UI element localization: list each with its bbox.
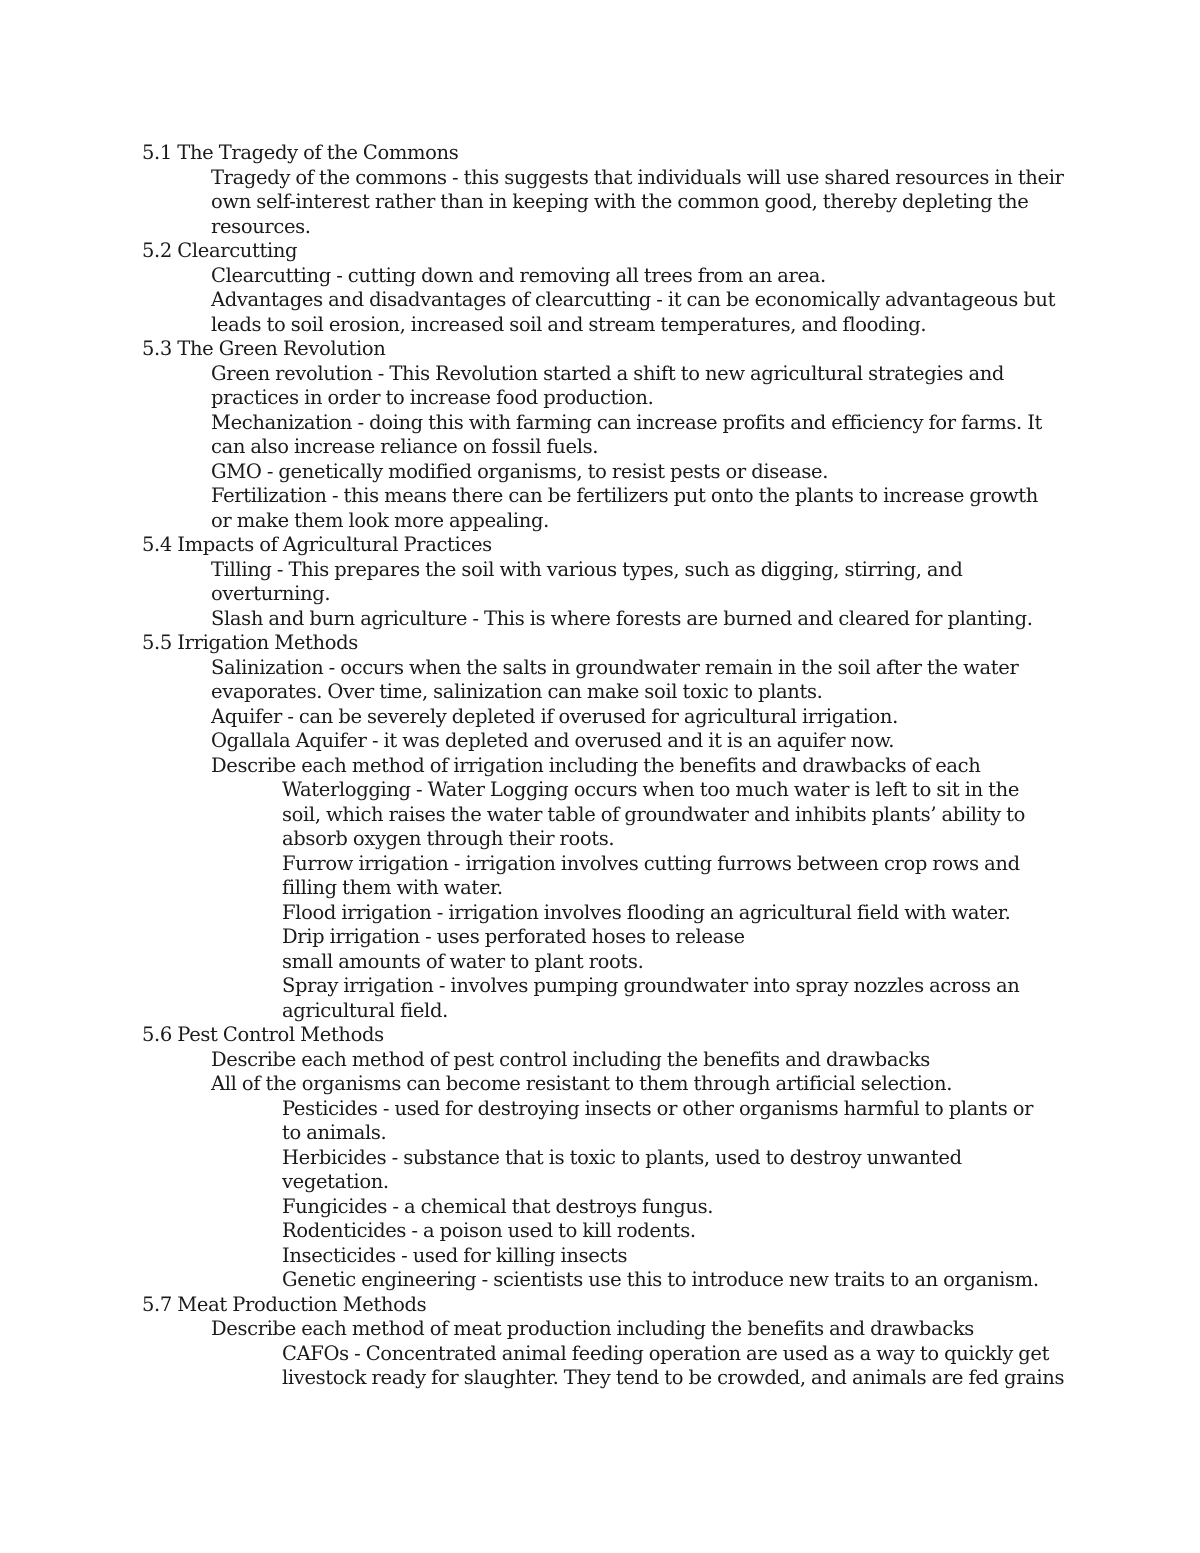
topic-line: Tragedy of the commons - this suggests that individuals will use shared resources in their xyxy=(211,165,1064,189)
topic-line: practices in order to increase food production. xyxy=(211,386,654,409)
topic-line: All of the organisms can become resistant to them through artificial selection. xyxy=(211,1072,953,1095)
subtopic-line: Furrow irrigation - irrigation involves cutting furrows between crop rows and xyxy=(282,851,1020,875)
subtopic-line: Insecticides - used for killing insects xyxy=(282,1243,628,1267)
subtopic-line: soil, which raises the water table of groundwater and inhibits plants’ ability to xyxy=(282,802,1025,826)
topic-line: resources. xyxy=(211,214,311,238)
subtopic-line: to animals. xyxy=(282,1121,387,1144)
topic-line: Mechanization - doing this with farming can increase profits and efficiency for farms. It xyxy=(211,410,1043,434)
document-page xyxy=(0,141,1200,1391)
section-heading: 5.2 Clearcutting xyxy=(142,239,298,262)
topic-line: Ogallala Aquifer - it was depleted and overused and it is an aquifer now. xyxy=(211,729,895,752)
subtopic-line: Fungicides - a chemical that destroys fungus. xyxy=(282,1194,714,1218)
subtopic-line: livestock ready for slaughter. They tend to be crowded, and animals are fed grains xyxy=(282,1366,1065,1389)
topic-line: Clearcutting - cutting down and removing all trees from an area. xyxy=(211,263,826,287)
section-heading: 5.7 Meat Production Methods xyxy=(142,1292,427,1316)
section-heading: 5.3 The Green Revolution xyxy=(142,337,386,360)
topic-line: evaporates. Over time, salinization can make soil toxic to plants. xyxy=(211,680,823,703)
topic-line: own self-interest rather than in keeping with the common good, thereby depleting the xyxy=(211,190,1029,213)
section-heading: 5.4 Impacts of Agricultural Practices xyxy=(142,533,492,556)
section-heading: 5.5 Irrigation Methods xyxy=(142,631,358,654)
subtopic-line: agricultural field. xyxy=(282,998,448,1022)
topic-line: overturning. xyxy=(211,582,331,605)
topic-line: Salinization - occurs when the salts in groundwater remain in the soil after the water xyxy=(211,655,1019,679)
topic-line: Green revolution - This Revolution started a shift to new agricultural strategies and xyxy=(211,361,1005,385)
subtopic-line: Spray irrigation - involves pumping groundwater into spray nozzles across an xyxy=(282,974,1020,997)
subtopic-line: small amounts of water to plant roots. xyxy=(282,949,644,973)
topic-line: can also increase reliance on fossil fuels. xyxy=(211,435,599,458)
subtopic-line: vegetation. xyxy=(282,1170,389,1193)
topic-line: Describe each method of meat production including the benefits and drawbacks xyxy=(211,1317,974,1340)
topic-line: Tilling - This prepares the soil with various types, such as digging, stirring, and xyxy=(211,557,963,581)
subtopic-line: Drip irrigation - uses perforated hoses to release xyxy=(282,925,745,948)
subtopic-line: filling them with water. xyxy=(282,876,503,899)
section-heading: 5.1 The Tragedy of the Commons xyxy=(142,141,459,164)
subtopic-line: Waterlogging - Water Logging occurs when too much water is left to sit in the xyxy=(282,778,1020,801)
section-heading: 5.6 Pest Control Methods xyxy=(142,1023,384,1046)
topic-line: Describe each method of pest control including the benefits and drawbacks xyxy=(211,1047,930,1071)
topic-line: Slash and burn agriculture - This is where forests are burned and cleared for planting. xyxy=(211,606,1033,630)
subtopic-line: Rodenticides - a poison used to kill rodents. xyxy=(282,1219,696,1242)
subtopic-line: Herbicides - substance that is toxic to plants, used to destroy unwanted xyxy=(282,1145,962,1169)
subtopic-line: Flood irrigation - irrigation involves flooding an agricultural field with water. xyxy=(282,900,1011,924)
topic-line: Describe each method of irrigation including the benefits and drawbacks of each xyxy=(211,753,981,777)
topic-line: leads to soil erosion, increased soil and stream temperatures, and flooding. xyxy=(211,312,927,336)
topic-line: Aquifer - can be severely depleted if overused for agricultural irrigation. xyxy=(211,704,898,728)
topic-line: Fertilization - this means there can be fertilizers put onto the plants to increase growth xyxy=(211,484,1038,507)
topic-line: GMO - genetically modified organisms, to resist pests or disease. xyxy=(211,459,829,483)
subtopic-line: absorb oxygen through their roots. xyxy=(282,827,615,850)
topic-line: Advantages and disadvantages of clearcutting - it can be economically advantageous but xyxy=(211,288,1056,311)
subtopic-line: CAFOs - Concentrated animal feeding operation are used as a way to quickly get xyxy=(282,1341,1050,1365)
topic-line: or make them look more appealing. xyxy=(211,508,549,532)
subtopic-line: Genetic engineering - scientists use this to introduce new traits to an organism. xyxy=(282,1268,1039,1291)
subtopic-line: Pesticides - used for destroying insects or other organisms harmful to plants or xyxy=(282,1096,1034,1120)
